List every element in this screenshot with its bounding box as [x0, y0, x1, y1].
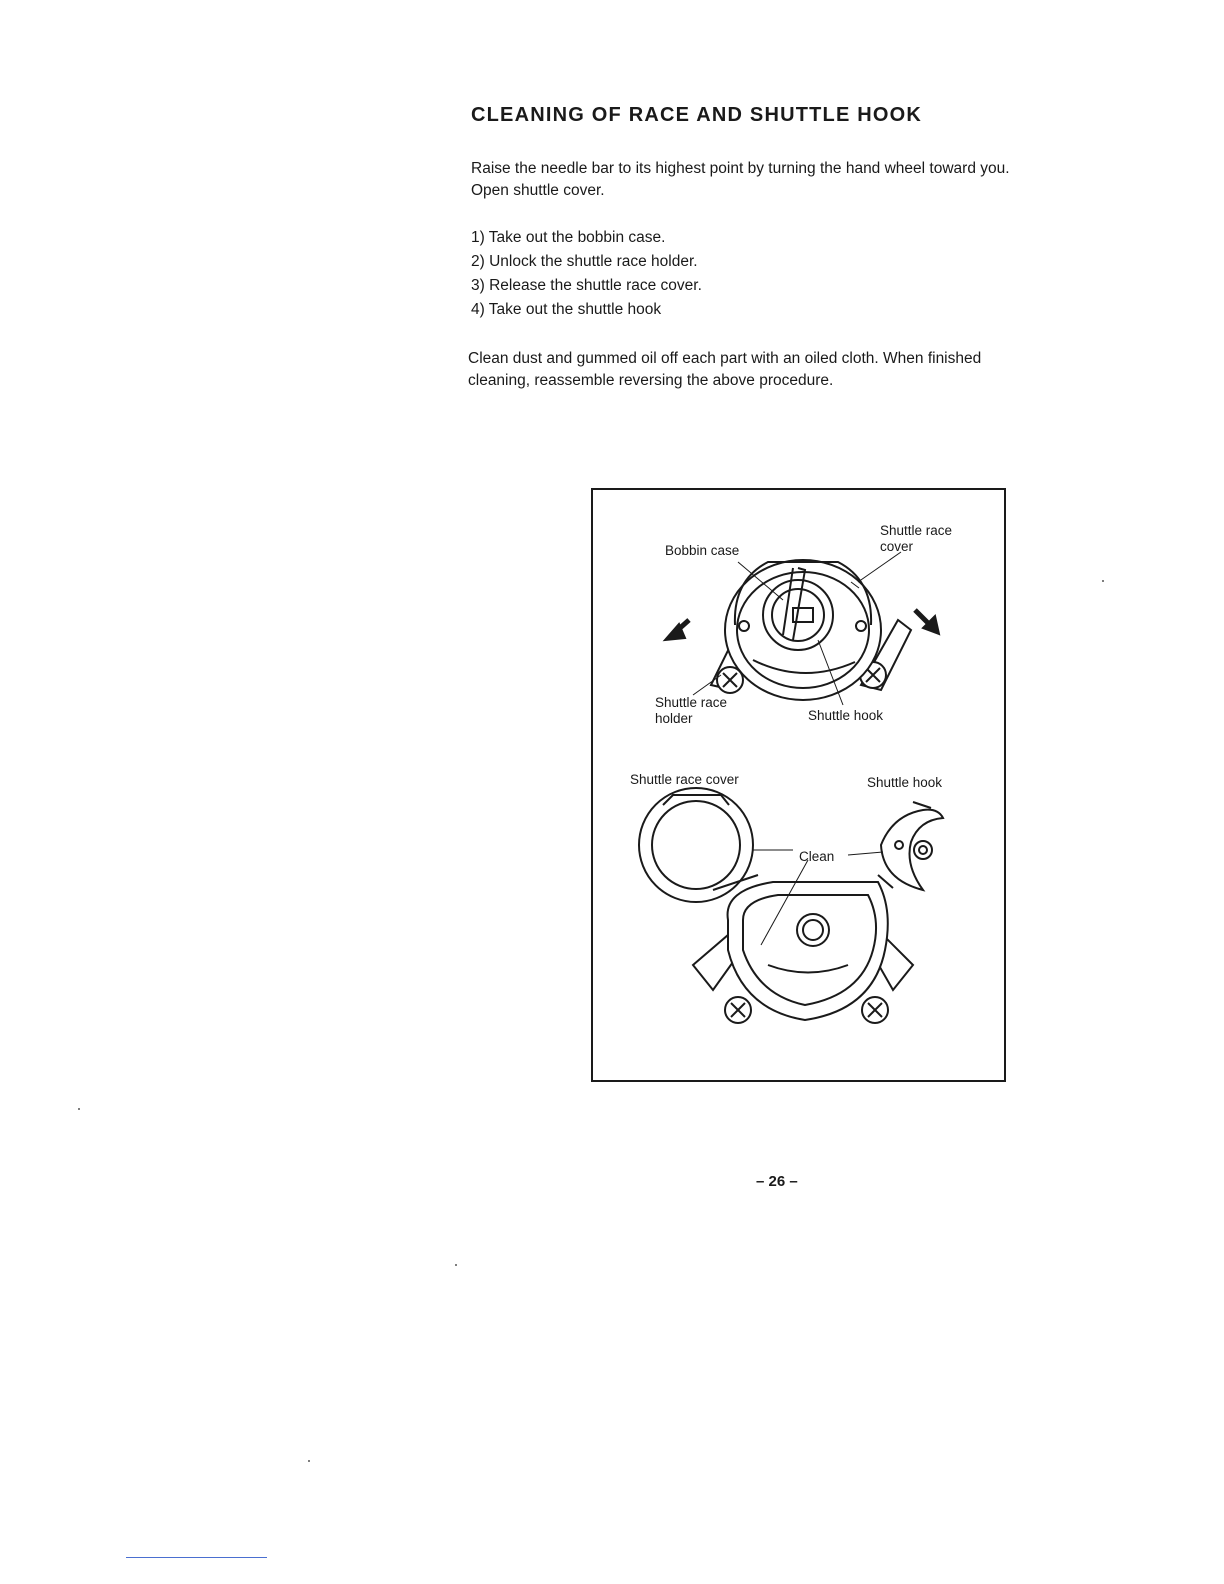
intro-line: Raise the needle bar to its highest point by turning the hand wheel toward you. — [471, 160, 1010, 177]
intro-line: Open shuttle cover. — [471, 182, 605, 199]
label-shuttle-race-holder — [655, 695, 727, 727]
scan-speck — [308, 1460, 310, 1462]
step-item: 2) Unlock the shuttle race holder. — [471, 253, 698, 270]
closing-line: cleaning, reassemble reversing the above procedure. — [468, 372, 834, 389]
label-clean: Clean — [799, 849, 835, 864]
scan-speck — [1102, 580, 1104, 582]
intro-paragraph — [471, 158, 1121, 202]
label-bobbin-case: Bobbin case — [665, 543, 740, 558]
label-shuttle-hook-top: Shuttle hook — [808, 708, 884, 723]
label-line: cover — [880, 539, 914, 554]
illustration-frame — [591, 488, 1006, 1082]
label-shuttle-race-cover-bottom: Shuttle race cover — [630, 772, 739, 787]
closing-line: Clean dust and gummed oil off each part with an oiled cloth. When finished — [468, 350, 982, 367]
label-shuttle-hook-bottom: Shuttle hook — [867, 775, 943, 790]
top-assembly-drawing — [665, 552, 939, 705]
scan-speck — [78, 1108, 80, 1110]
scan-speck — [455, 1264, 457, 1266]
closing-paragraph — [468, 348, 1118, 392]
shuttle-hook-drawing — [848, 802, 943, 890]
bottom-rule — [126, 1557, 267, 1558]
steps-list — [471, 226, 702, 322]
label-line: Shuttle race — [880, 523, 953, 538]
label-line: holder — [655, 711, 693, 726]
page-number: – 26 – — [756, 1173, 798, 1190]
step-item: 4) Take out the shuttle hook — [471, 301, 662, 318]
step-item: 1) Take out the bobbin case. — [471, 229, 666, 246]
label-line: Shuttle race — [655, 695, 728, 710]
step-item: 3) Release the shuttle race cover. — [471, 277, 702, 294]
page-title: CLEANING OF RACE AND SHUTTLE HOOK — [471, 104, 923, 126]
label-shuttle-race-cover-top — [880, 523, 952, 555]
